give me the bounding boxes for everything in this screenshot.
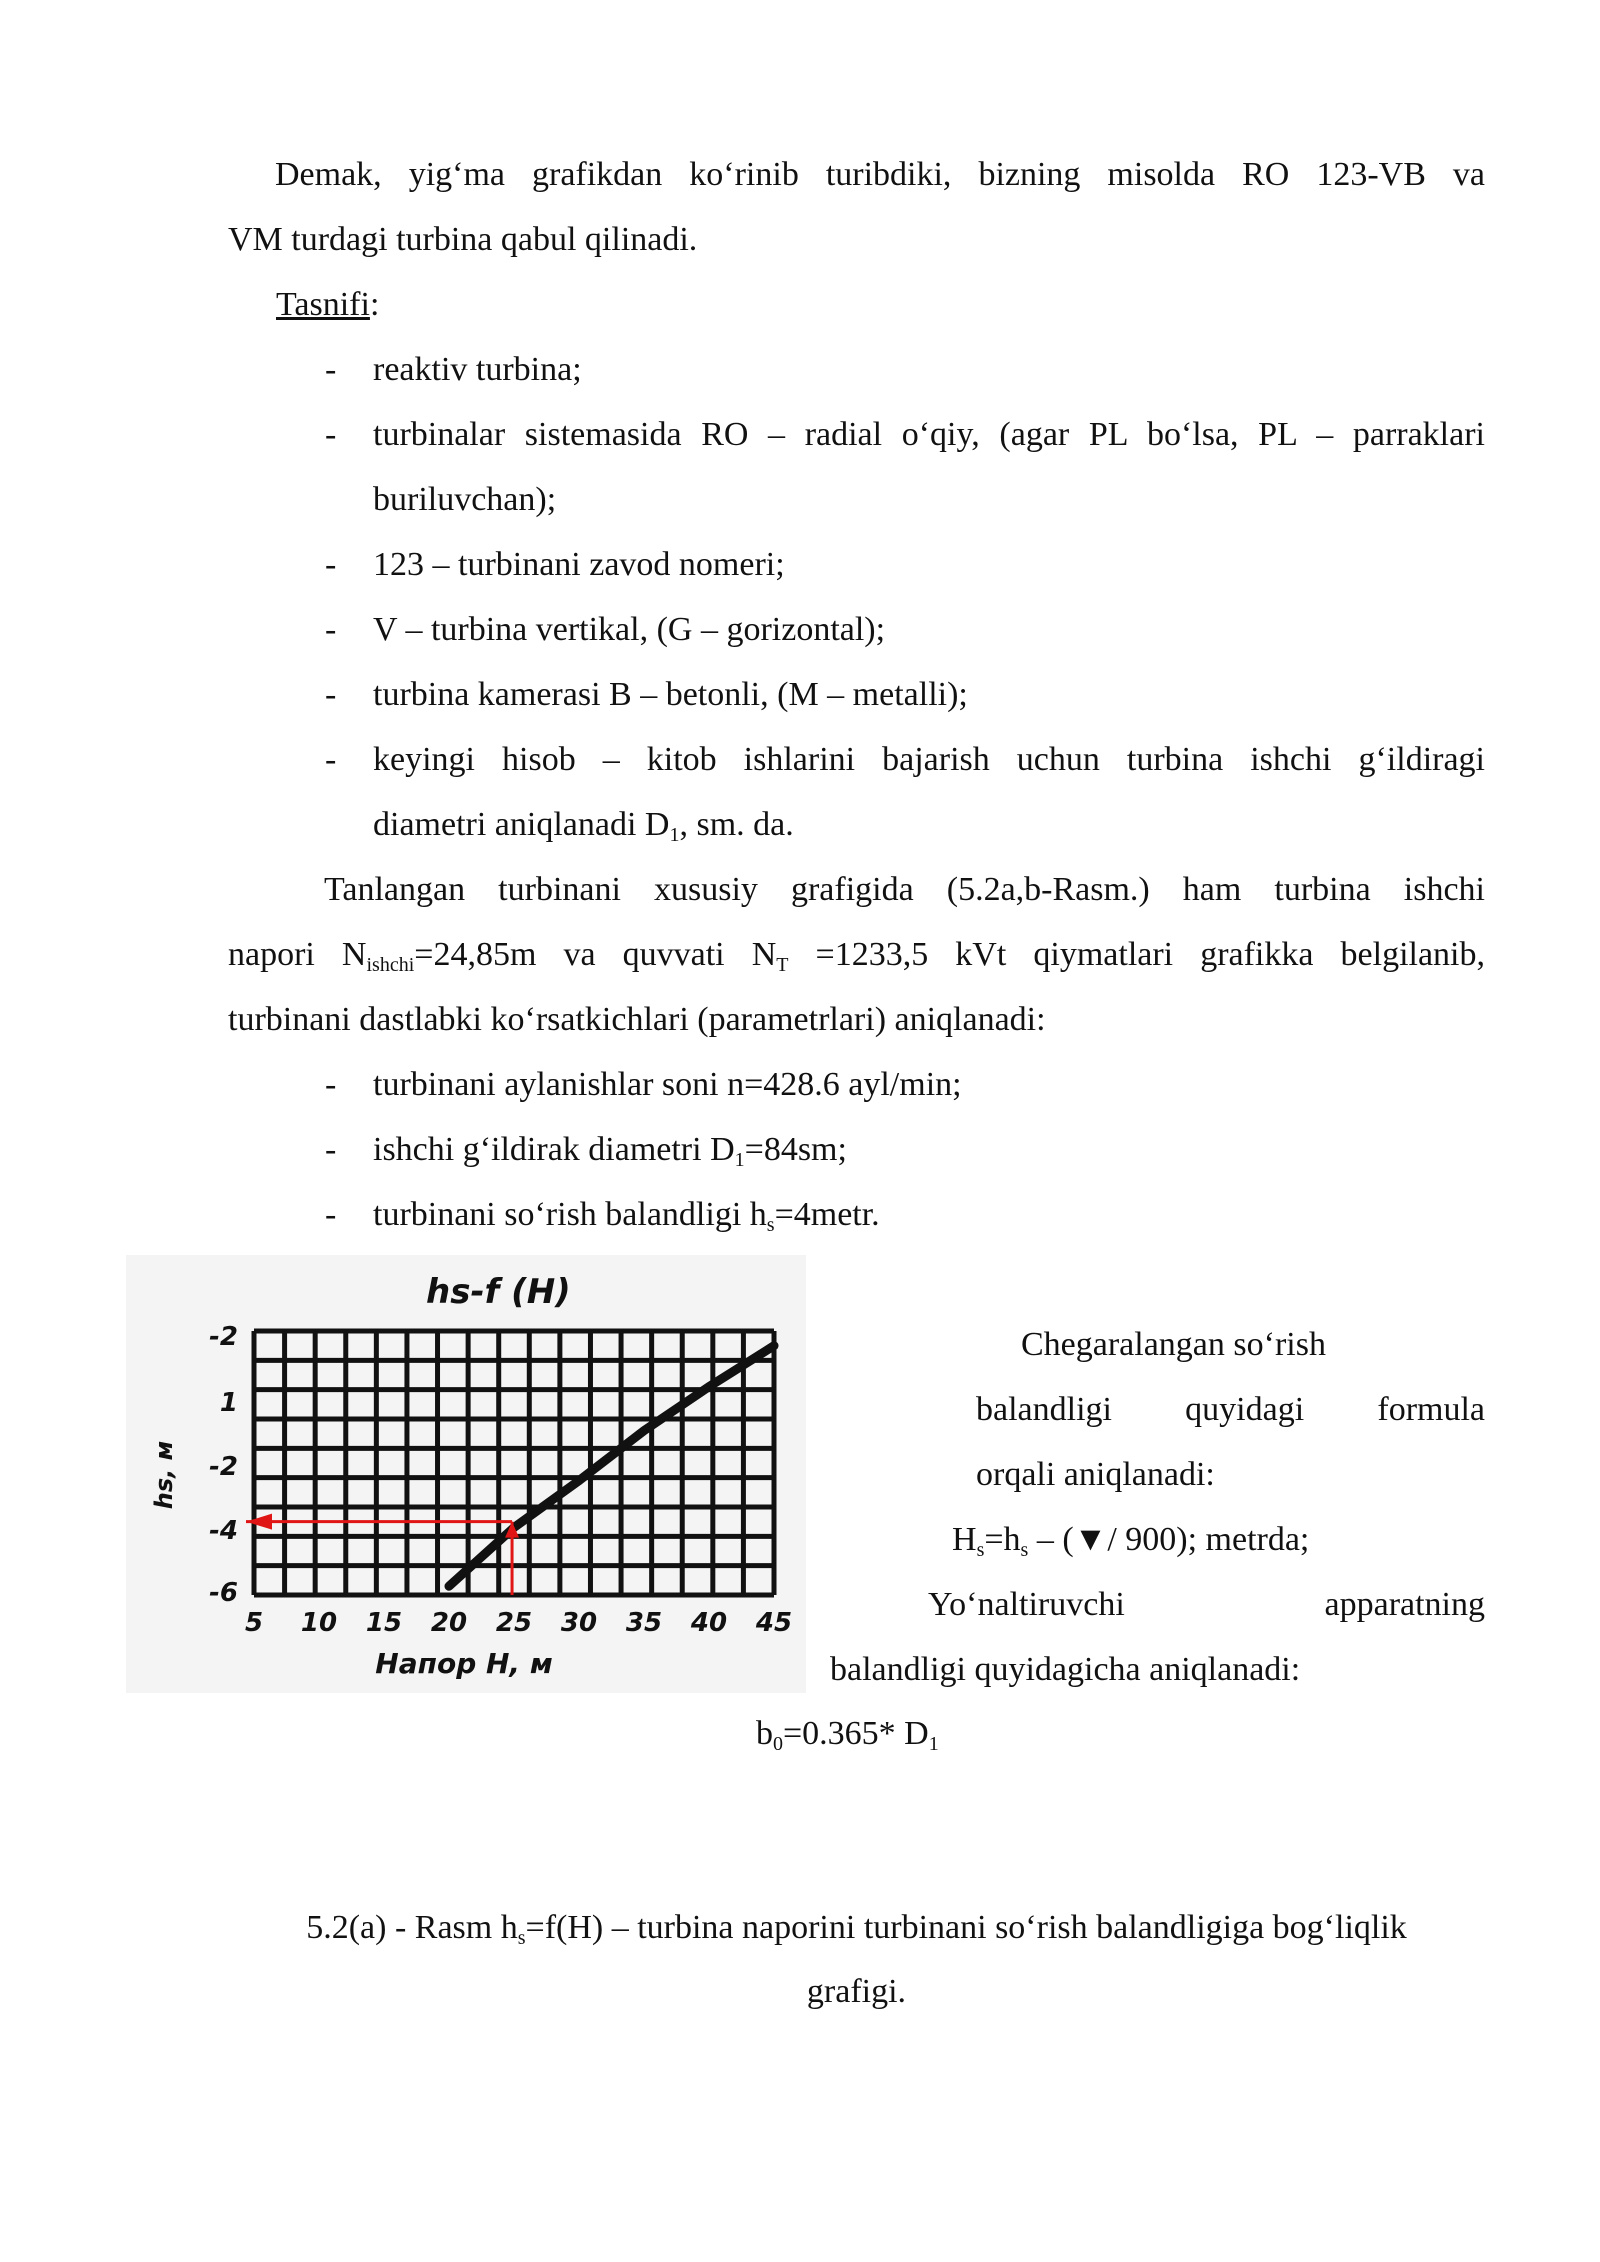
- paragraph-line: balandligi quyidagi formula: [976, 1391, 1485, 1428]
- paragraph-line: Chegaralangan so‘rish: [1021, 1326, 1326, 1363]
- x-tick-label: 5: [244, 1608, 264, 1638]
- list-item-continuation: buriluvchan);: [373, 481, 557, 518]
- y-tick-label: -6: [209, 1578, 238, 1608]
- y-tick-label: -4: [209, 1516, 238, 1546]
- tasnifi-heading: [276, 283, 379, 327]
- list-item: turbina kamerasi B – betonli, (M – metalli);: [373, 676, 968, 713]
- list-bullet: -: [325, 1196, 337, 1233]
- x-tick-label: 25: [495, 1608, 533, 1638]
- list-item: 123 – turbinani zavod nomeri;: [373, 546, 785, 583]
- x-tick-label: 15: [365, 1608, 403, 1638]
- list-bullet: -: [325, 416, 337, 453]
- list-item: turbinani so‘rish balandligi $h_s=4metr$.: [373, 1196, 880, 1236]
- y-tick-label: -2: [209, 1322, 238, 1352]
- tasnifi-colon: :: [369, 286, 380, 323]
- paragraph-line: Tanlangan turbinani xususiy grafigida (5.2a,b-Rasm.) ham turbina ishchi: [324, 871, 1485, 908]
- list-item: V – turbina vertikal, (G – gorizontal);: [373, 611, 886, 648]
- paragraph-line: turbinani dastlabki ko‘rsatkichlari (parametrlari) aniqlanadi:: [228, 1001, 1046, 1038]
- x-tick-label: 35: [625, 1608, 663, 1638]
- y-tick-label: -2: [209, 1452, 238, 1482]
- y-axis-label: hs, м: [150, 1440, 178, 1510]
- paragraph-line: Yo‘naltiruvchi apparatning: [928, 1586, 1485, 1623]
- list-bullet: -: [325, 1131, 337, 1168]
- x-tick-label: 40: [690, 1608, 728, 1638]
- list-item: turbinalar sistemasida RO – radial o‘qiy, (agar PL bo‘lsa, PL – parraklari: [373, 416, 1485, 453]
- list-bullet: -: [325, 741, 337, 778]
- paragraph-line: VM turdagi turbina qabul qilinadi.: [228, 221, 698, 258]
- x-axis-label: Напор H, м: [375, 1647, 553, 1680]
- list-bullet: -: [325, 611, 337, 648]
- figure-hs-vs-h: [126, 1255, 806, 1693]
- list-bullet: -: [325, 676, 337, 713]
- y-tick-label: 1: [219, 1388, 238, 1418]
- list-item: ishchi g‘ildirak diametri $D_1=84sm$;: [373, 1131, 847, 1171]
- formula-b0: $b_0=0.365*$ $D_1$: [756, 1715, 939, 1755]
- x-tick-label: 30: [560, 1608, 598, 1638]
- list-item: turbinani aylanishlar soni n=428.6 ayl/min;: [373, 1066, 962, 1103]
- marker-arrow-left: [246, 1514, 272, 1530]
- list-bullet: -: [325, 351, 337, 388]
- formula-hs: $H_s=h_s$ – (▼/ 900); metrda;: [952, 1521, 1310, 1561]
- x-tick-label: 10: [300, 1608, 338, 1638]
- tasnifi-label: Tasnifi: [276, 286, 370, 323]
- caption-line: grafigi.: [806, 1973, 907, 2010]
- list-item: reaktiv turbina;: [373, 351, 582, 388]
- chart-title: hs-f (H): [426, 1272, 571, 1312]
- x-tick-label: 45: [755, 1608, 793, 1638]
- paragraph-line: napori $N_{ishchi}=24,85m$ va quvvati $N_T =1233,5$ kVt qiymatlari grafikka belgilanib,: [228, 936, 1486, 976]
- list-bullet: -: [325, 546, 337, 583]
- list-bullet: -: [325, 1066, 337, 1103]
- paragraph-line: orqali aniqlanadi:: [976, 1456, 1215, 1493]
- figure-caption: [228, 1896, 1485, 2024]
- paragraph-line: Demak, yig‘ma grafikdan ko‘rinib turibdiki, bizning misolda RO 123-VB va: [275, 156, 1485, 193]
- list-item-continuation: diametri aniqlanadi $D_1$, sm. da.: [373, 806, 794, 846]
- caption-line: 5.2(a) - Rasm $h_s=f(H)$ – turbina naporini turbinani so‘rish balandligiga bog‘liqlik: [306, 1909, 1407, 1949]
- paragraph-line: balandligi quyidagicha aniqlanadi:: [830, 1651, 1301, 1688]
- x-tick-label: 20: [430, 1608, 468, 1638]
- chart-svg: [126, 1255, 806, 1693]
- list-item: keyingi hisob – kitob ishlarini bajarish uchun turbina ishchi g‘ildiragi: [373, 741, 1485, 778]
